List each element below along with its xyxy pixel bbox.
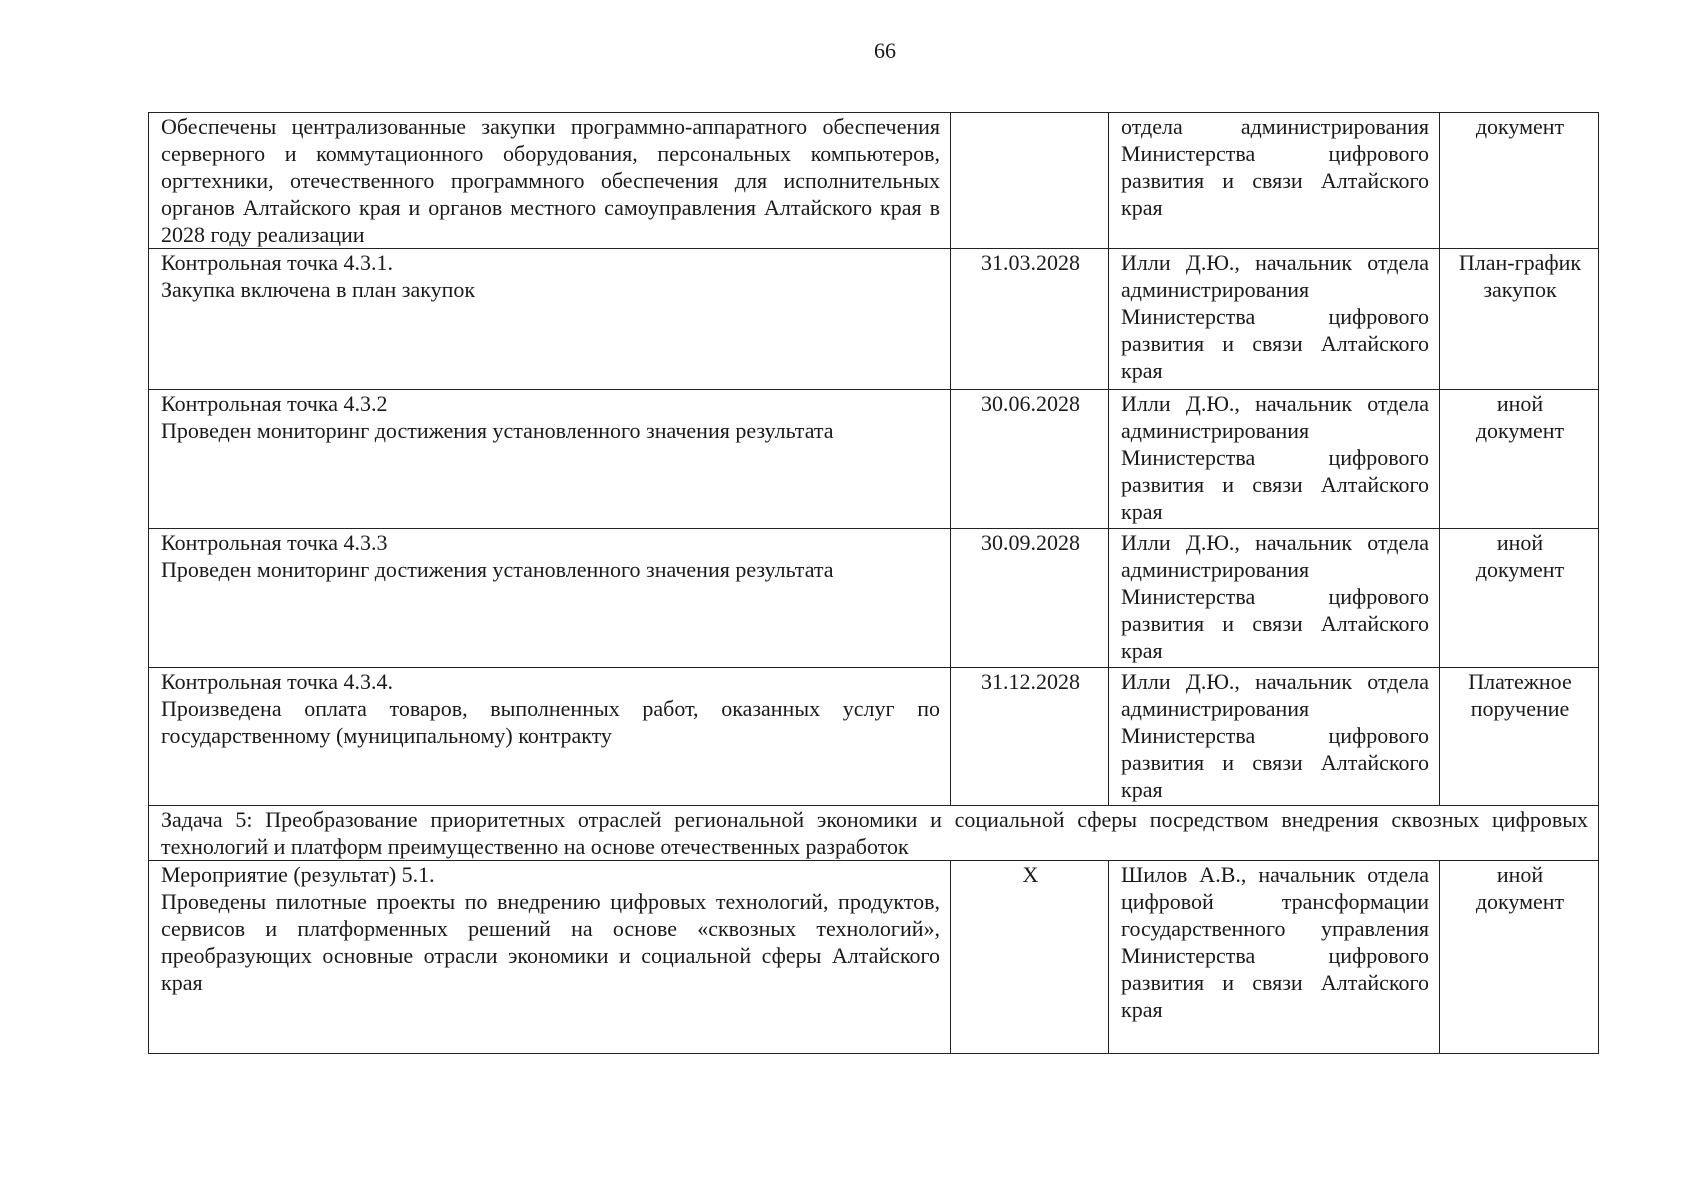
table-row (149, 529, 1599, 668)
checkpoint-title: Контрольная точка 4.3.4. (161, 669, 394, 694)
event-cell (149, 861, 951, 1054)
measure-title: Мероприятие (результат) 5.1. (161, 862, 435, 887)
table-row (149, 861, 1599, 1054)
date-cell: 30.06.2028 (951, 390, 1109, 529)
responsible-cell: Илли Д.Ю., начальник отдела администрирования Министерства цифрового развития и связи Алтайского края (1109, 668, 1440, 806)
event-cell (149, 668, 951, 806)
responsible-cell: Илли Д.Ю., начальник отдела администрирования Министерства цифрового развития и связи Алтайского края (1109, 529, 1440, 668)
event-cell (149, 113, 951, 249)
event-text: Обеспечены централизованные закупки программно-аппаратного обеспечения серверного и коммутационного оборудования, персональных компьютеров, оргтехники, отечественного программного обеспечения для исполнительных органов Алтайского края и органов местного самоуправления Алтайского края в 2028 году реализации (161, 114, 940, 247)
checkpoint-title: Контрольная точка 4.3.1. (161, 250, 394, 275)
document-cell: документ (1440, 113, 1599, 249)
measure-description: Проведены пилотные проекты по внедрению цифровых технологий, продуктов, сервисов и платформенных решений на основе «сквозных технологий», преобразующих основные отрасли экономики и социальной сферы Алтайского края (161, 889, 940, 995)
table-row (149, 668, 1599, 806)
date-cell (951, 113, 1109, 249)
document-cell: иной документ (1440, 529, 1599, 668)
checkpoint-description: Проведен мониторинг достижения установленного значения результата (161, 418, 834, 443)
responsible-cell: отдела администрирования Министерства цифрового развития и связи Алтайского края (1109, 113, 1440, 249)
date-cell: 31.12.2028 (951, 668, 1109, 806)
checkpoint-description: Произведена оплата товаров, выполненных работ, оказанных услуг по государственному (муниципальному) контракту (161, 696, 940, 748)
document-cell: иной документ (1440, 390, 1599, 529)
checkpoint-title: Контрольная точка 4.3.2 (161, 391, 388, 416)
plan-table (148, 112, 1599, 1054)
date-cell: X (951, 861, 1109, 1054)
checkpoint-title: Контрольная точка 4.3.3 (161, 530, 388, 555)
document-cell: Платежное поручение (1440, 668, 1599, 806)
task-cell: Задача 5: Преобразование приоритетных отраслей региональной экономики и социальной сферы посредством внедрения сквозных цифровых технологий и платформ преимущественно на основе отечественных разработок (149, 806, 1599, 861)
table-row (149, 249, 1599, 390)
document-cell: иной документ (1440, 861, 1599, 1054)
date-cell: 31.03.2028 (951, 249, 1109, 390)
document-cell: План-график закупок (1440, 249, 1599, 390)
checkpoint-description: Проведен мониторинг достижения установленного значения результата (161, 557, 834, 582)
table-row (149, 390, 1599, 529)
date-cell: 30.09.2028 (951, 529, 1109, 668)
task-row (149, 806, 1599, 861)
responsible-cell: Илли Д.Ю., начальник отдела администрирования Министерства цифрового развития и связи Алтайского края (1109, 249, 1440, 390)
checkpoint-description: Закупка включена в план закупок (161, 277, 476, 302)
responsible-cell: Илли Д.Ю., начальник отдела администрирования Министерства цифрового развития и связи Алтайского края (1109, 390, 1440, 529)
event-cell (149, 390, 951, 529)
responsible-cell: Шилов А.В., начальник отдела цифровой трансформации государственного управления Министерства цифрового развития и связи Алтайского края (1109, 861, 1440, 1054)
table-row (149, 113, 1599, 249)
event-cell (149, 249, 951, 390)
page-number: 66 (874, 38, 896, 63)
event-cell (149, 529, 951, 668)
